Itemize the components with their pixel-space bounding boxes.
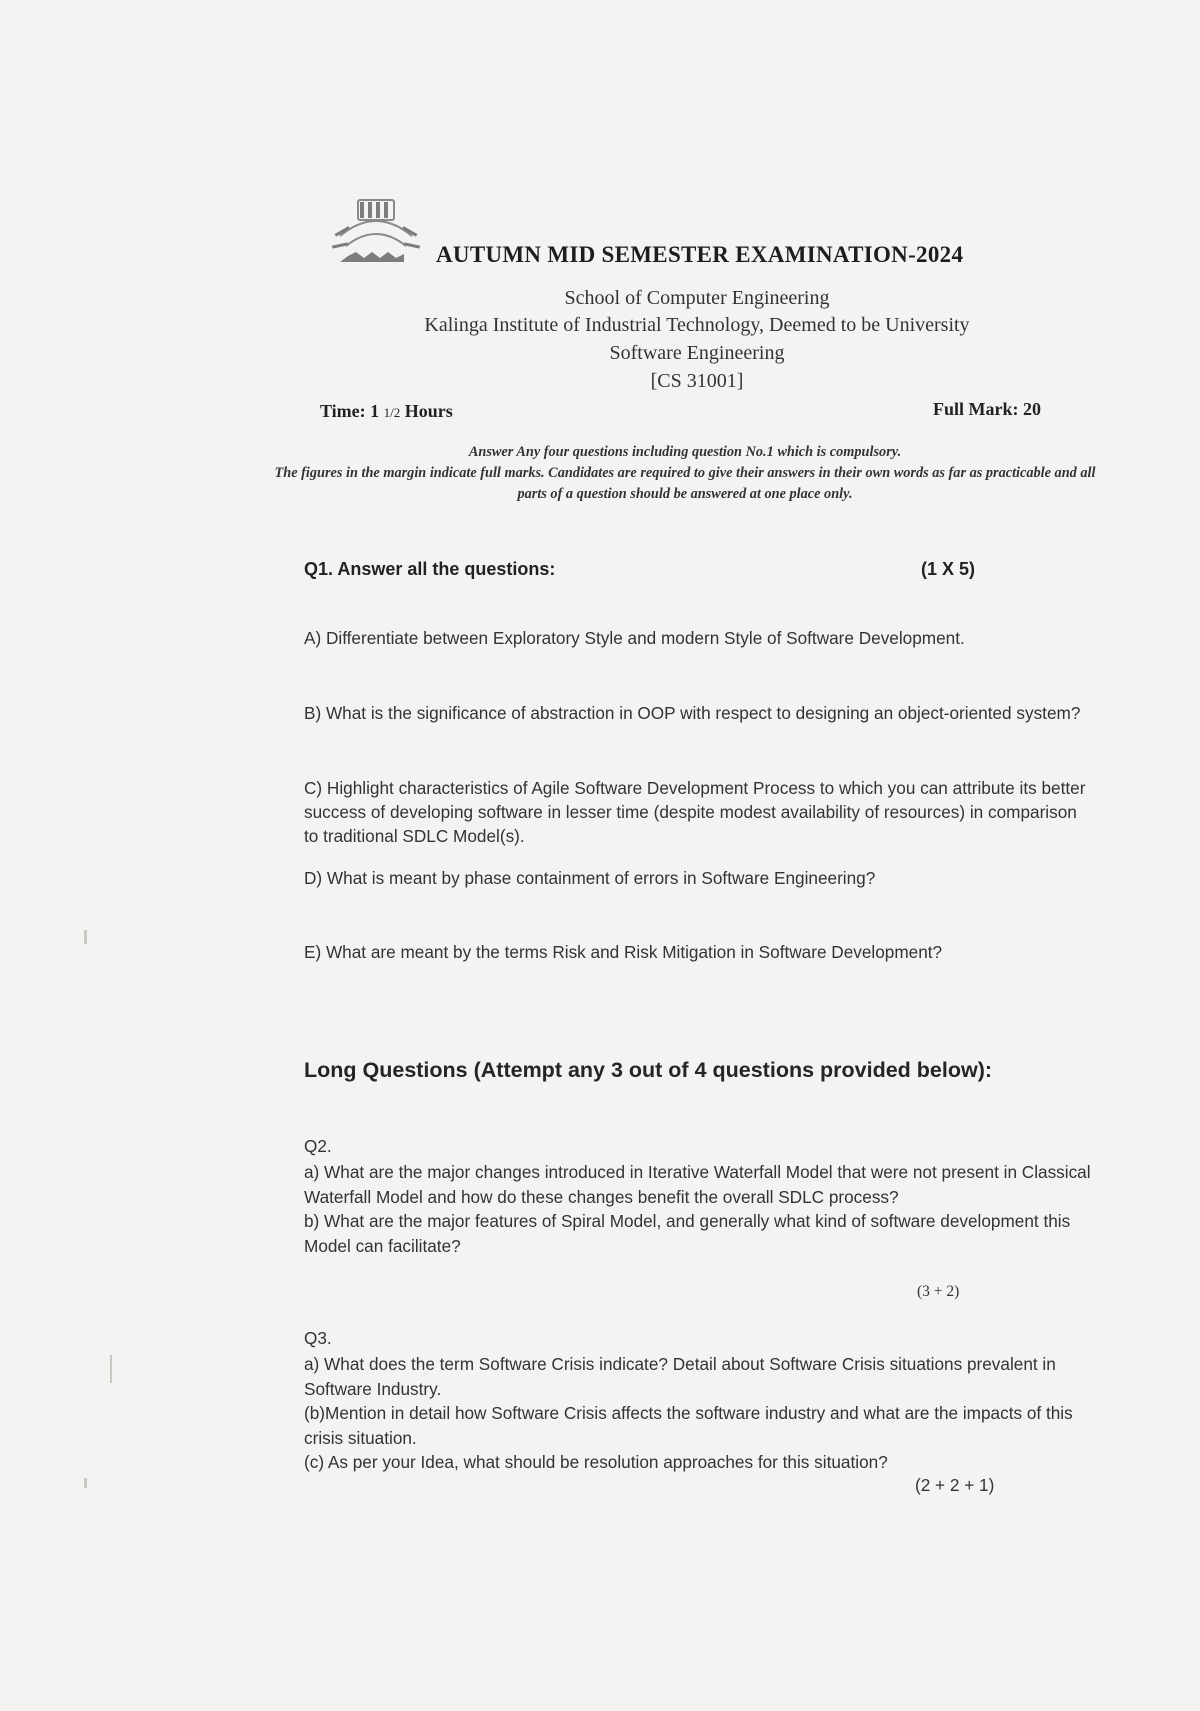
time-fraction: 1/2 xyxy=(383,405,401,420)
full-mark: Full Mark: 20 xyxy=(933,399,1041,419)
scan-mark xyxy=(110,1355,112,1383)
q2-part-b: b) What are the major features of Spiral Model, and generally what kind of software development this Model can facilitate? xyxy=(304,1211,1071,1256)
q1-part-d: D) What is meant by phase containment of errors in Software Engineering? xyxy=(304,868,876,888)
q3-part-c: (c) As per your Idea, what should be resolution approaches for this situation? xyxy=(304,1452,888,1472)
q3-body xyxy=(304,1352,1094,1475)
scan-mark xyxy=(84,1478,87,1488)
school-name: School of Computer Engineering xyxy=(564,287,830,309)
q2-marks: (3 + 2) xyxy=(917,1283,960,1300)
q1-part-c: C) Highlight characteristics of Agile Software Development Process to which you can attribute its better success of developing software in lesser time (despite modest availability of resources) in comparison to traditional SDLC Model(s). xyxy=(304,778,1086,846)
q3-label: Q3. xyxy=(304,1328,332,1348)
q1-part-e: E) What are meant by the terms Risk and Risk Mitigation in Software Development? xyxy=(304,942,943,962)
q2-part-a: a) What are the major changes introduced in Iterative Waterfall Model that were not present in Classical Waterfall Model and how do these changes benefit the overall SDLC process? xyxy=(304,1162,1091,1207)
subject-name: Software Engineering xyxy=(609,342,785,364)
q1-heading: Q1. Answer all the questions: xyxy=(304,559,556,579)
q2-label: Q2. xyxy=(304,1136,332,1156)
exam-duration xyxy=(320,401,453,422)
institute-name: Kalinga Institute of Industrial Technology, Deemed to be University xyxy=(424,314,970,336)
q3-part-b: (b)Mention in detail how Software Crisis affects the software industry and what are the impacts of this crisis situation. xyxy=(304,1403,1073,1448)
q1-part-a: A) Differentiate between Exploratory Style and modern Style of Software Development. xyxy=(304,628,965,648)
q1-part-b: B) What is the significance of abstraction in OOP with respect to designing an object-oriented system? xyxy=(304,703,1081,723)
q3-part-a: a) What does the term Software Crisis indicate? Detail about Software Crisis situations prevalent in Software Industry. xyxy=(304,1354,1056,1399)
q2-body xyxy=(304,1160,1094,1258)
time-prefix: Time: 1 xyxy=(320,401,384,421)
long-questions-heading: Long Questions (Attempt any 3 out of 4 questions provided below): xyxy=(304,1058,993,1082)
instruction-line: Answer Any four questions including question No.1 which is compulsory. xyxy=(468,444,902,460)
time-suffix: Hours xyxy=(400,401,453,421)
instructions xyxy=(270,442,1100,505)
q1-marks: (1 X 5) xyxy=(921,559,976,579)
instruction-line: The figures in the margin indicate full marks. Candidates are required to give their answers in their own words as far as practicable and all parts of a question should be answered at one place only. xyxy=(274,465,1096,502)
kiit-logo xyxy=(330,196,422,274)
course-code: [CS 31001] xyxy=(650,370,744,392)
exam-title: AUTUMN MID SEMESTER EXAMINATION-2024 xyxy=(436,242,964,267)
q3-marks: (2 + 2 + 1) xyxy=(915,1475,995,1495)
scan-mark xyxy=(84,930,87,944)
